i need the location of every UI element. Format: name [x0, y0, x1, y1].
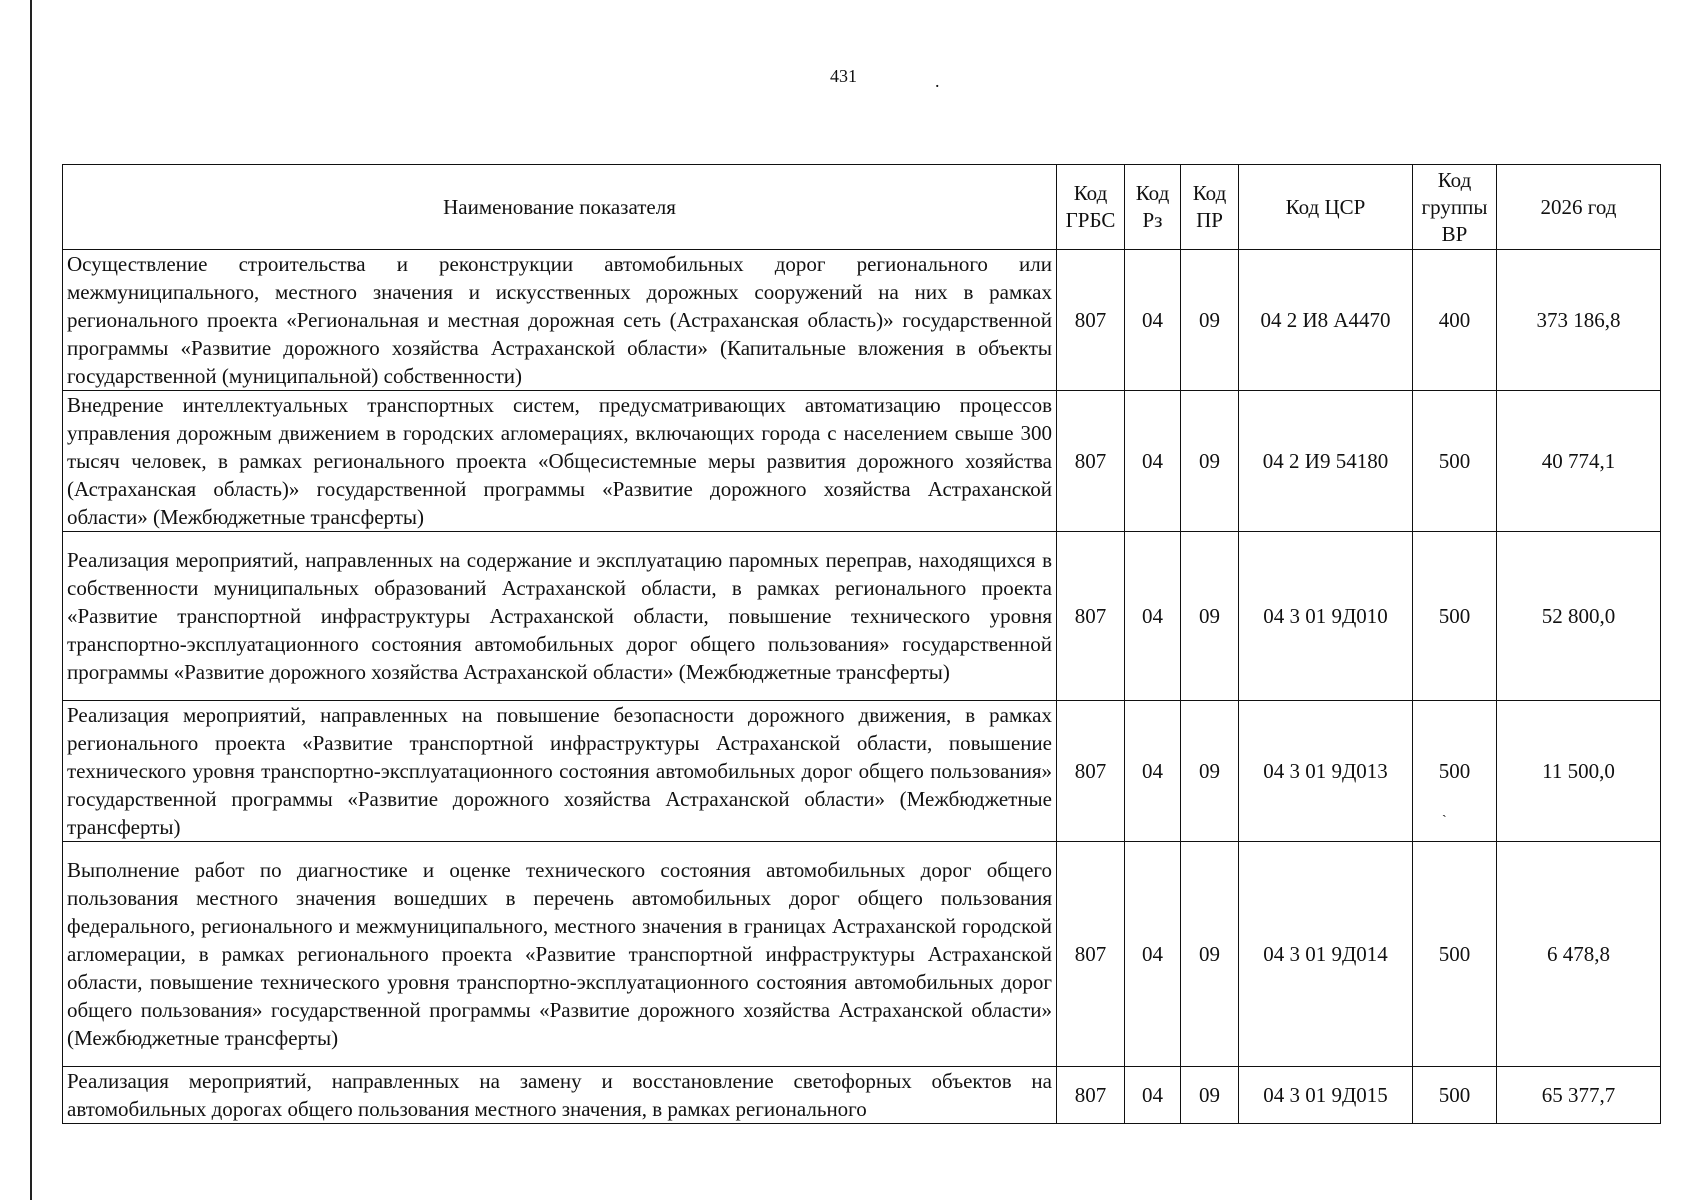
row-csr: 04 3 01 9Д010: [1239, 532, 1413, 701]
table-row: [63, 391, 1661, 532]
row-csr: 04 3 01 9Д014: [1239, 842, 1413, 1067]
row-vr: 500: [1413, 701, 1497, 842]
row-csr: 04 3 01 9Д015: [1239, 1067, 1413, 1124]
row-csr: 04 3 01 9Д013: [1239, 701, 1413, 842]
row-vr: 500: [1413, 391, 1497, 532]
row-name: Реализация мероприятий, направленных на замену и восстановление светофорных объектов на автомобильных дорогах общего пользования местного значения, в рамках регионального: [63, 1067, 1057, 1124]
row-rz: 04: [1125, 842, 1181, 1067]
row-vr: 500: [1413, 1067, 1497, 1124]
row-rz: 04: [1125, 532, 1181, 701]
table-row: [63, 842, 1661, 1067]
row-vr: 400: [1413, 250, 1497, 391]
row-grbs: 807: [1057, 391, 1125, 532]
row-csr: 04 2 И9 54180: [1239, 391, 1413, 532]
row-name: Реализация мероприятий, направленных на содержание и эксплуатацию паромных переправ, находящихся в собственности муниципальных образований Астраханской области, в рамках регионального проекта «Развитие транспортной инфраструктуры Астраханской области, повышение технического уровня транспортно-эксплуатационного состояния автомобильных дорог общего пользования» государственной программы «Развитие дорожного хозяйства Астраханской области» (Межбюджетные трансферты): [63, 532, 1057, 701]
header-year: 2026 год: [1497, 165, 1661, 250]
row-pr: 09: [1181, 532, 1239, 701]
row-csr: 04 2 И8 А4470: [1239, 250, 1413, 391]
row-pr: 09: [1181, 391, 1239, 532]
table-row: [63, 701, 1661, 842]
row-amount: 373 186,8: [1497, 250, 1661, 391]
row-amount: 40 774,1: [1497, 391, 1661, 532]
row-amount: 11 500,0: [1497, 701, 1661, 842]
table-header-row: [63, 165, 1661, 250]
row-amount: 52 800,0: [1497, 532, 1661, 701]
row-rz: 04: [1125, 701, 1181, 842]
budget-table: [62, 164, 1661, 1124]
stray-mark: .: [935, 71, 940, 91]
page-number: 431: [830, 66, 857, 86]
table-row: [63, 1067, 1661, 1124]
row-pr: 09: [1181, 701, 1239, 842]
row-amount: 6 478,8: [1497, 842, 1661, 1067]
row-grbs: 807: [1057, 532, 1125, 701]
table-row: [63, 250, 1661, 391]
row-name: Выполнение работ по диагностике и оценке технического состояния автомобильных дорог общего пользования местного значения вошедших в перечень автомобильных дорог общего пользования федерального, регионального и межмуниципального, местного значения в границах Астраханской городской агломерации, в рамках регионального проекта «Развитие транспортной инфраструктуры Астраханской области, повышение технического уровня транспортно-эксплуатационного состояния автомобильных дорог общего пользования» государственной программы «Развитие дорожного хозяйства Астраханской области» (Межбюджетные трансферты): [63, 842, 1057, 1067]
header-pr: Код ПР: [1181, 165, 1239, 250]
row-rz: 04: [1125, 391, 1181, 532]
header-name: Наименование показателя: [63, 165, 1057, 250]
header-vr: Код группы ВР: [1413, 165, 1497, 250]
header-csr: Код ЦСР: [1239, 165, 1413, 250]
row-grbs: 807: [1057, 701, 1125, 842]
header-rz: Код Рз: [1125, 165, 1181, 250]
row-grbs: 807: [1057, 250, 1125, 391]
row-vr: 500: [1413, 842, 1497, 1067]
row-grbs: 807: [1057, 1067, 1125, 1124]
row-pr: 09: [1181, 842, 1239, 1067]
header-grbs: Код ГРБС: [1057, 165, 1125, 250]
row-amount: 65 377,7: [1497, 1067, 1661, 1124]
page-binding-line: [30, 0, 32, 1200]
row-name: Внедрение интеллектуальных транспортных систем, предусматривающих автоматизацию процессов управления дорожным движением в городских агломерациях, включающих города с населением свыше 300 тысяч человек, в рамках регионального проекта «Общесистемные меры развития дорожного хозяйства (Астраханская область)» государственной программы «Развитие дорожного хозяйства Астраханской области» (Межбюджетные трансферты): [63, 391, 1057, 532]
row-rz: 04: [1125, 1067, 1181, 1124]
row-pr: 09: [1181, 1067, 1239, 1124]
row-name: Реализация мероприятий, направленных на повышение безопасности дорожного движения, в рамках регионального проекта «Развитие транспортной инфраструктуры Астраханской области, повышение технического уровня транспортно-эксплуатационного состояния автомобильных дорог общего пользования» государственной программы «Развитие дорожного хозяйства Астраханской области» (Межбюджетные трансферты): [63, 701, 1057, 842]
row-name: Осуществление строительства и реконструкции автомобильных дорог регионального или межмуниципального, местного значения и искусственных дорожных сооружений на них в рамках регионального проекта «Региональная и местная дорожная сеть (Астраханская область)» государственной программы «Развитие дорожного хозяйства Астраханской области» (Капитальные вложения в объекты государственной (муниципальной) собственности): [63, 250, 1057, 391]
row-grbs: 807: [1057, 842, 1125, 1067]
row-pr: 09: [1181, 250, 1239, 391]
table-row: [63, 532, 1661, 701]
scan-speck: ˎ: [1442, 803, 1447, 818]
row-vr: 500: [1413, 532, 1497, 701]
row-rz: 04: [1125, 250, 1181, 391]
